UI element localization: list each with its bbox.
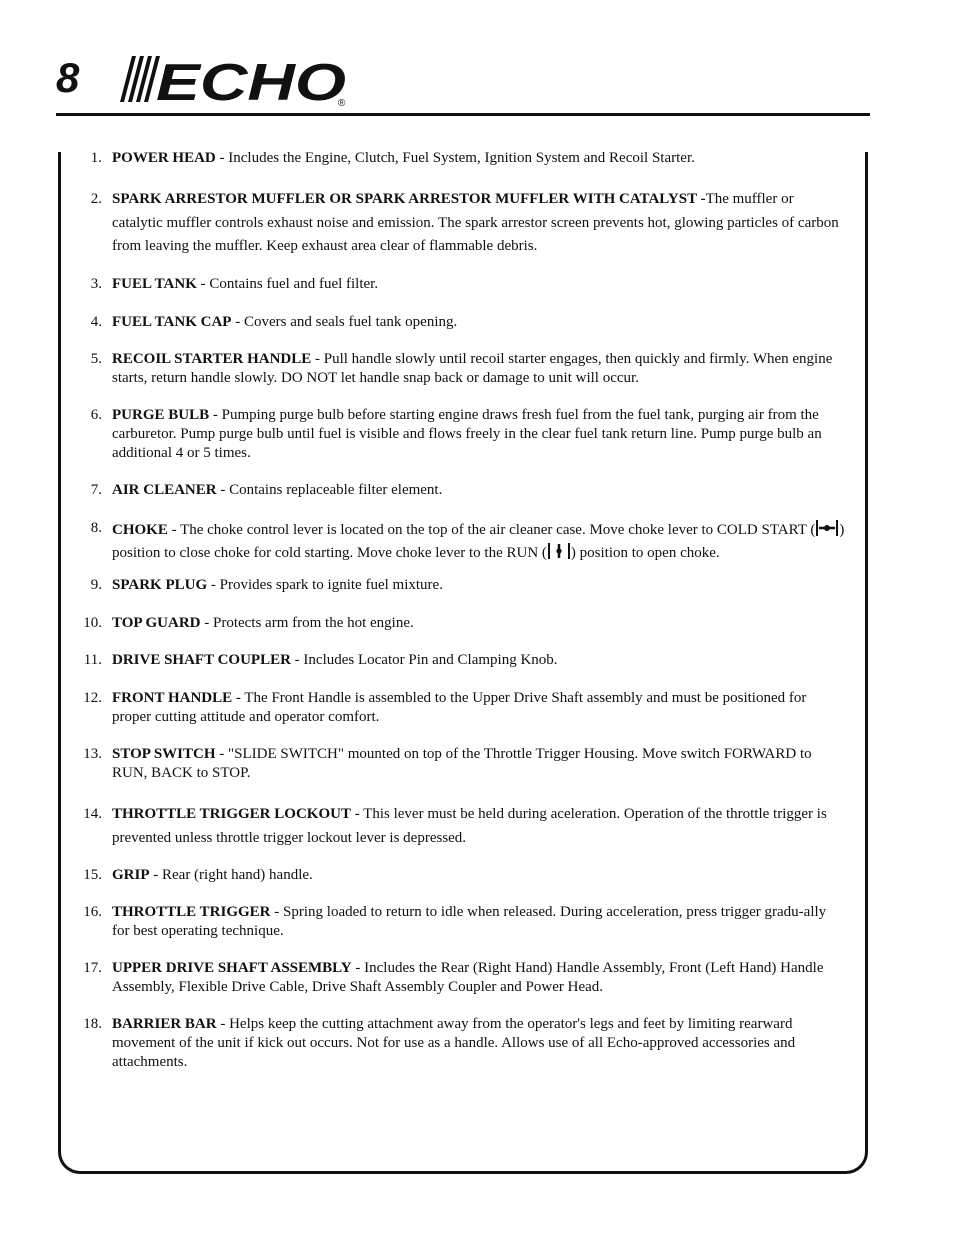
- item-description: - Includes the Engine, Clutch, Fuel System, Ignition System and Recoil Starter.: [215, 150, 695, 166]
- item-description: - Contains fuel and fuel filter.: [196, 276, 379, 292]
- list-item: [76, 1015, 846, 1072]
- item-title: FUEL TANK CAP: [112, 314, 232, 330]
- list-item: [76, 903, 846, 941]
- item-title: DRIVE SHAFT COUPLER: [112, 652, 291, 668]
- echo-logo: [116, 52, 356, 108]
- item-number: 6.: [90, 407, 102, 423]
- item-title: STOP SWITCH: [112, 746, 216, 762]
- item-description: - Protects arm from the hot engine.: [200, 615, 414, 631]
- list-item: [76, 188, 846, 259]
- item-title: AIR CLEANER: [112, 482, 217, 498]
- item-number: 12.: [83, 690, 102, 706]
- item-title: PURGE BULB: [112, 407, 210, 423]
- item-title: FRONT HANDLE: [112, 690, 233, 706]
- list-item: [76, 651, 846, 670]
- item-number: 8.: [90, 520, 102, 536]
- item-description: - The choke control lever is located on the top of the air cleaner case. Move choke lever to COLD START (: [167, 522, 816, 538]
- list-item: [76, 576, 846, 595]
- list-item: [76, 406, 846, 463]
- item-description: - Helps keep the cutting attachment away from the operator's legs and feet by limiting rearward movement of the unit if kick out occurs. Not for use as a handle. Allows use of all Echo-approved accessories and attachments.: [112, 1016, 796, 1070]
- list-item: [76, 518, 846, 564]
- item-title: SPARK PLUG: [112, 577, 208, 593]
- item-description: ) position to open choke.: [570, 545, 720, 561]
- item-number: 11.: [83, 652, 102, 668]
- list-item: [76, 959, 846, 997]
- list-item: [76, 350, 846, 388]
- item-number: 14.: [83, 806, 102, 822]
- item-description: - Includes the Rear (Right Hand) Handle Assembly, Front (Left Hand) Handle Assembly, Flexible Drive Cable, Drive Shaft Assembly Coupler and Power Head.: [112, 960, 824, 995]
- item-number: 15.: [83, 867, 102, 883]
- item-description: - Spring loaded to return to idle when released. During acceleration, press trigger gradu-ally for best operating technique.: [112, 904, 827, 939]
- page-number: 8: [56, 54, 80, 101]
- item-description: - Contains replaceable filter element.: [216, 482, 443, 498]
- item-number: 13.: [83, 746, 102, 762]
- list-item: [76, 481, 846, 500]
- item-title: GRIP: [112, 867, 150, 883]
- item-title: TOP GUARD: [112, 615, 201, 631]
- item-number: 10.: [83, 615, 102, 631]
- choke-open-icon: [547, 541, 571, 561]
- item-title: THROTTLE TRIGGER: [112, 904, 271, 920]
- item-number: 2.: [90, 191, 102, 207]
- item-description: - Pull handle slowly until recoil starter engages, then quickly and firmly. When engine starts, return handle slowly. DO NOT let handle snap back or damage to unit will occur.: [112, 351, 833, 386]
- list-item: [76, 689, 846, 727]
- item-title: SPARK ARRESTOR MUFFLER OR SPARK ARRESTOR MUFFLER WITH CATALYST -: [112, 191, 706, 207]
- list-item: [76, 745, 846, 783]
- item-description: - Covers and seals fuel tank opening.: [231, 314, 458, 330]
- item-number: 18.: [83, 1016, 102, 1032]
- item-title: FUEL TANK: [112, 276, 197, 292]
- item-title: UPPER DRIVE SHAFT ASSEMBLY: [112, 960, 352, 976]
- list-item: [76, 313, 846, 332]
- list-item: [76, 614, 846, 633]
- item-title: RECOIL STARTER HANDLE: [112, 351, 312, 367]
- item-description: - This lever must be held during aceleration. Operation of the throttle trigger is prevented unless throttle trigger lockout lever is depressed.: [112, 806, 827, 846]
- item-number: 7.: [90, 482, 102, 498]
- header-rule: [56, 113, 870, 116]
- item-description: - "SLIDE SWITCH" mounted on top of the Throttle Trigger Housing. Move switch FORWARD to RUN, BACK to STOP.: [112, 746, 812, 781]
- item-description: - Pumping purge bulb before starting engine draws fresh fuel from the fuel tank, purging air from the carburetor. Pump purge bulb until fuel is visible and flows freely in the clear fuel tank return line. Pump purge bulb an additional 4 or 5 times.: [112, 407, 822, 461]
- item-description: - Includes Locator Pin and Clamping Knob.: [290, 652, 558, 668]
- item-title: BARRIER BAR: [112, 1016, 217, 1032]
- item-number: 17.: [83, 960, 102, 976]
- list-item: [76, 803, 846, 850]
- item-description: - Rear (right hand) handle.: [149, 867, 313, 883]
- echo-logo-wordmark: ECHO: [156, 54, 346, 108]
- item-number: 16.: [83, 904, 102, 920]
- item-number: 4.: [90, 314, 102, 330]
- item-number: 1.: [90, 150, 102, 166]
- item-number: 5.: [90, 351, 102, 367]
- item-description: ) position to close choke for cold starting. Move choke lever to the RUN (: [112, 522, 845, 561]
- registered-mark: ®: [338, 98, 346, 108]
- item-description: - The Front Handle is assembled to the Upper Drive Shaft assembly and must be positioned for proper cutting attitude and operator comfort.: [112, 690, 807, 725]
- list-item: [76, 866, 846, 885]
- list-item: [76, 149, 846, 168]
- list-item: [76, 275, 846, 294]
- item-number: 3.: [90, 276, 102, 292]
- item-title: CHOKE: [112, 522, 168, 538]
- item-number: 9.: [90, 577, 102, 593]
- item-description: - Provides spark to ignite fuel mixture.: [207, 577, 443, 593]
- choke-closed-icon: [815, 518, 839, 538]
- item-title: POWER HEAD: [112, 150, 216, 166]
- item-description: The muffler or catalytic muffler controls exhaust noise and emission. The spark arrestor screen prevents hot, glowing particles of carbon from leaving the muffler. Keep exhaust area clear of flammable debris.: [112, 191, 839, 254]
- item-title: THROTTLE TRIGGER LOCKOUT: [112, 806, 351, 822]
